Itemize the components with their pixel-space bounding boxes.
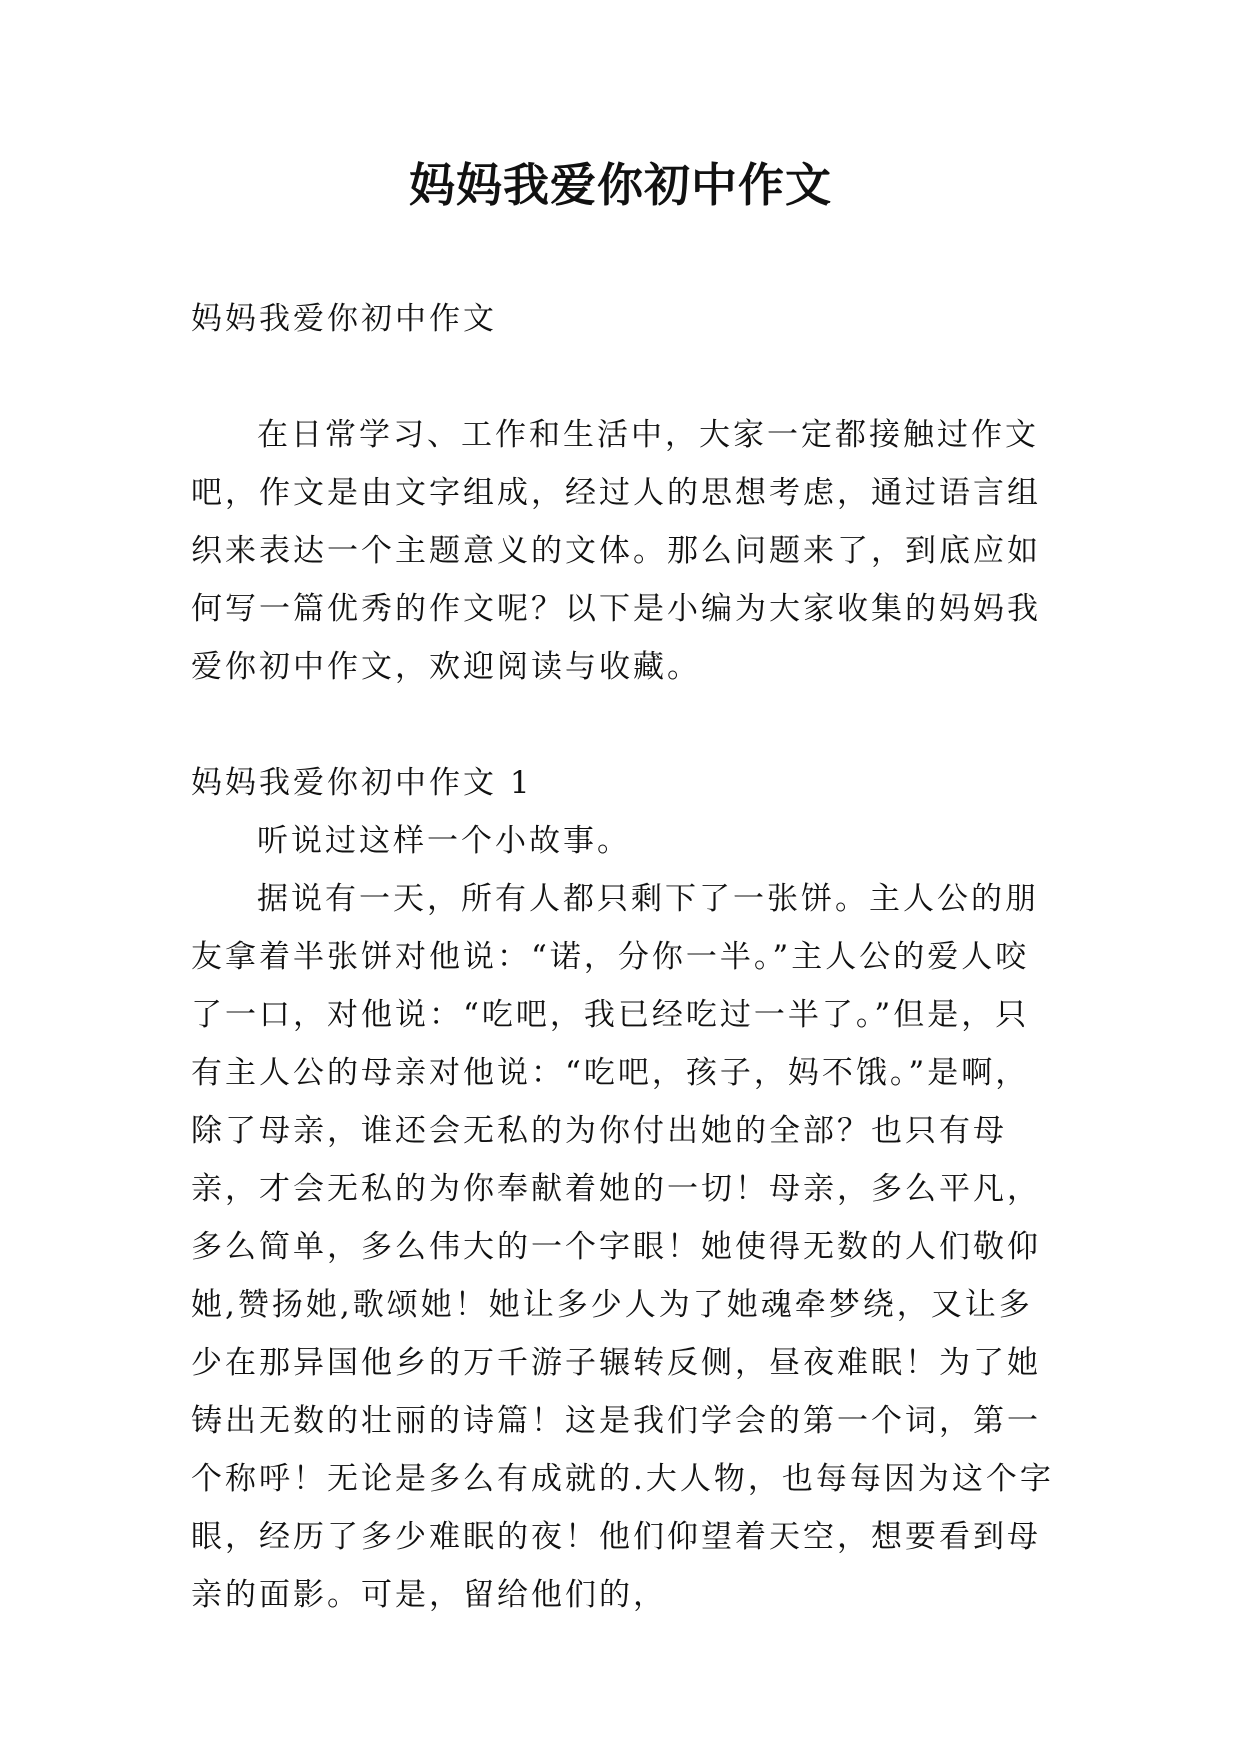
section-title: 妈妈我爱你初中作文 1 — [191, 765, 533, 801]
page-title: 妈妈我爱你初中作文 — [409, 158, 832, 212]
story-opening-paragraph: 听说过这样一个小故事。 — [257, 823, 631, 859]
document-subtitle: 妈妈我爱你初中作文 — [191, 301, 497, 337]
document-body — [191, 290, 1061, 1624]
intro-paragraph: 在日常学习、工作和生活中，大家一定都接触过作文吧，作文是由文字组成，经过人的思想考虑，通过语言组织来表达一个主题意义的文体。那么问题来了，到底应如何写一篇优秀的作文呢？以下是小编为大家收集的妈妈我爱你初中作文，欢迎阅读与收藏。 — [191, 417, 1041, 685]
story-body-paragraph: 据说有一天，所有人都只剩下了一张饼。主人公的朋友拿着半张饼对他说：“诺，分你一半。”主人公的爱人咬了一口，对他说：“吃吧，我已经吃过一半了。”但是，只有主人公的母亲对他说：“吃吧，孩子，妈不饿。”是啊，除了母亲，谁还会无私的为你付出她的全部？也只有母亲，才会无私的为你奉献着她的一切！母亲，多么平凡，多么简单，多么伟大的一个字眼！她使得无数的人们敬仰她,赞扬她,歌颂她！她让多少人为了她魂牵梦绕，又让多少在那异国他乡的万千游子辗转反侧，昼夜难眠！为了她铸出无数的壮丽的诗篇！这是我们学会的第一个词，第一个称呼！无论是多么有成就的.大人物，也每每因为这个字眼，经历了多少难眠的夜！他们仰望着天空，想要看到母亲的面影。可是，留给他们的， — [191, 881, 1054, 1613]
